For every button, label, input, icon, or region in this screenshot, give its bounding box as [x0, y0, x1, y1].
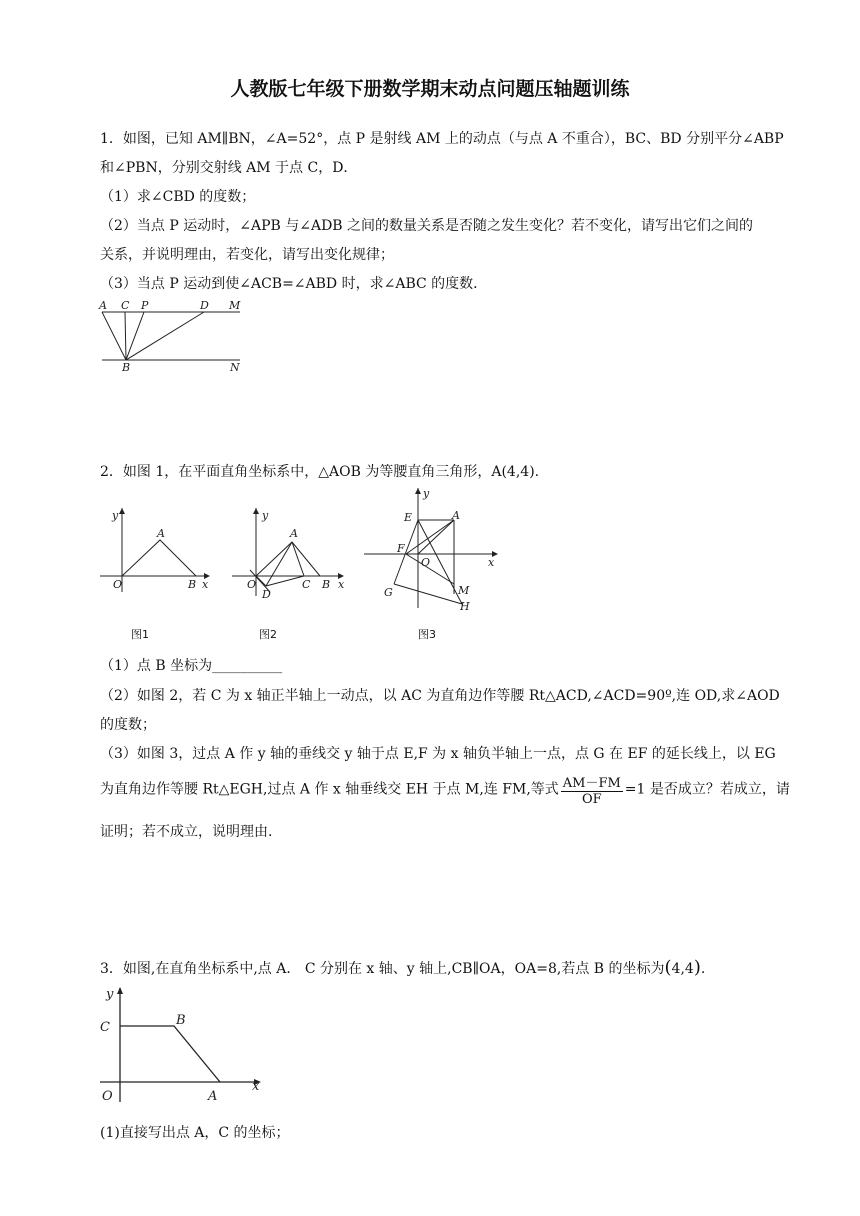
q2-figure-3 — [362, 486, 502, 612]
q2-sub-2a: （2）如图 2，若 C 为 x 轴正半轴上一动点，以 AC 为直角边作等腰 Rt△ACD,∠ACD=90º,连 OD,求∠AOD — [100, 688, 780, 704]
fig2-label-B: B — [322, 578, 331, 591]
q3-label-O: O — [102, 1089, 113, 1104]
q2-caption-3: 图3 — [418, 628, 436, 641]
q3-label-y: y — [106, 987, 114, 1002]
q3-intro-pre: 3．如图,在直角坐标系中,点 A． C 分别在 x 轴、y 轴上,CB∥OA，OA=8,若点 B 的坐标为 — [100, 961, 665, 977]
fig1-label-x: x — [202, 578, 209, 591]
q3-sub-1: (1)直接写出点 A，C 的坐标； — [100, 1125, 290, 1141]
q2-caption-1: 图1 — [131, 628, 149, 641]
q3-intro: 3．如图,在直角坐标系中,点 A． C 分别在 x 轴、y 轴上,CB∥OA，OA=8,若点 B 的坐标为(4,4). — [100, 957, 706, 978]
fig3-label-G: G — [384, 586, 393, 599]
q2-figure-2 — [230, 506, 352, 606]
q2-sub-2b: 的度数； — [100, 717, 156, 733]
q1-line-1: 1．如图，已知 AM∥BN，∠A=52°，点 P 是射线 AM 上的动点（与点 A 不重合），BC、BD 分别平分∠ABP — [100, 131, 784, 147]
q1-sub-2a: （2）当点 P 运动时，∠APB 与∠ADB 之间的数量关系是否随之发生变化？若不变化，请写出它们之间的 — [100, 218, 754, 234]
fig3-label-E: E — [404, 511, 413, 524]
fig3-label-A: A — [452, 509, 460, 522]
fig-label-D: D — [200, 299, 209, 312]
fig-label-P: P — [141, 299, 149, 312]
fig3-label-y: y — [423, 487, 430, 500]
q2-caption-2: 图2 — [259, 628, 277, 641]
q1-sub-2b: 关系，并说明理由，若变化，请写出变化规律； — [100, 247, 394, 263]
fig1-label-y: y — [112, 509, 119, 522]
fig-label-M: M — [229, 299, 241, 312]
q3-label-A: A — [208, 1089, 218, 1104]
q2-figure-1 — [98, 506, 218, 594]
fig3-label-H: H — [460, 600, 470, 612]
fig-label-B: B — [122, 361, 131, 374]
fig-label-N: N — [230, 361, 240, 374]
fig3-label-O: O — [421, 556, 431, 569]
q1-line-2: 和∠PBN，分别交射线 AM 于点 C，D． — [100, 160, 358, 176]
q3-figure — [96, 984, 272, 1106]
q2-intro: 2．如图 1，在平面直角坐标系中，△AOB 为等腰直角三角形，A(4,4). — [100, 464, 540, 480]
fig2-label-O: O — [247, 578, 257, 591]
q2-sub-3a: （3）如图 3，过点 A 作 y 轴的垂线交 y 轴于点 E,F 为 x 轴负半轴上一点，点 G 在 EF 的延长线上，以 EG — [100, 746, 776, 762]
fig-label-C: C — [121, 299, 130, 312]
q3-label-x: x — [252, 1079, 260, 1094]
fig1-label-O: O — [113, 578, 123, 591]
fig-label-A: A — [99, 299, 107, 312]
fraction — [561, 772, 623, 807]
fig2-label-C: C — [302, 578, 311, 591]
q3-label-C: C — [100, 1020, 110, 1035]
q2-sub-1: （1）点 B 坐标为__________ — [100, 658, 283, 674]
fraction-denominator: OF — [581, 792, 602, 807]
fig2-label-x: x — [338, 578, 345, 591]
q1-sub-3: （3）当点 P 运动到使∠ACB=∠ABD 时，求∠ABC 的度数． — [100, 276, 488, 292]
fig3-label-M: M — [458, 584, 470, 597]
fig2-label-y: y — [262, 509, 269, 522]
q3-label-B: B — [176, 1013, 186, 1028]
fig3-label-F: F — [397, 542, 405, 555]
q3-intro-post: . — [700, 961, 706, 977]
q2-sub-3b — [100, 772, 790, 807]
q2-sub-3b-post: =1 是否成立？若成立，请 — [624, 781, 790, 798]
fig2-label-A: A — [290, 527, 298, 540]
fig3-label-x: x — [488, 556, 495, 569]
q1-figure — [96, 298, 248, 374]
q2-sub-3c: 证明；若不成立，说明理由. — [100, 824, 273, 840]
fig1-label-B: B — [188, 578, 197, 591]
q2-sub-3b-pre: 为直角边作等腰 Rt△EGH,过点 A 作 x 轴垂线交 EH 于点 M,连 FM,等式 — [100, 781, 559, 798]
fig2-label-D: D — [262, 588, 271, 601]
page-title: 人教版七年级下册数学期末动点问题压轴题训练 — [230, 78, 630, 100]
q1-sub-1: （1）求∠CBD 的度数； — [100, 189, 256, 205]
fig1-label-A: A — [157, 527, 165, 540]
q3-coord: 4,4 — [671, 961, 694, 977]
fraction-numerator: AM－FM — [561, 772, 623, 792]
